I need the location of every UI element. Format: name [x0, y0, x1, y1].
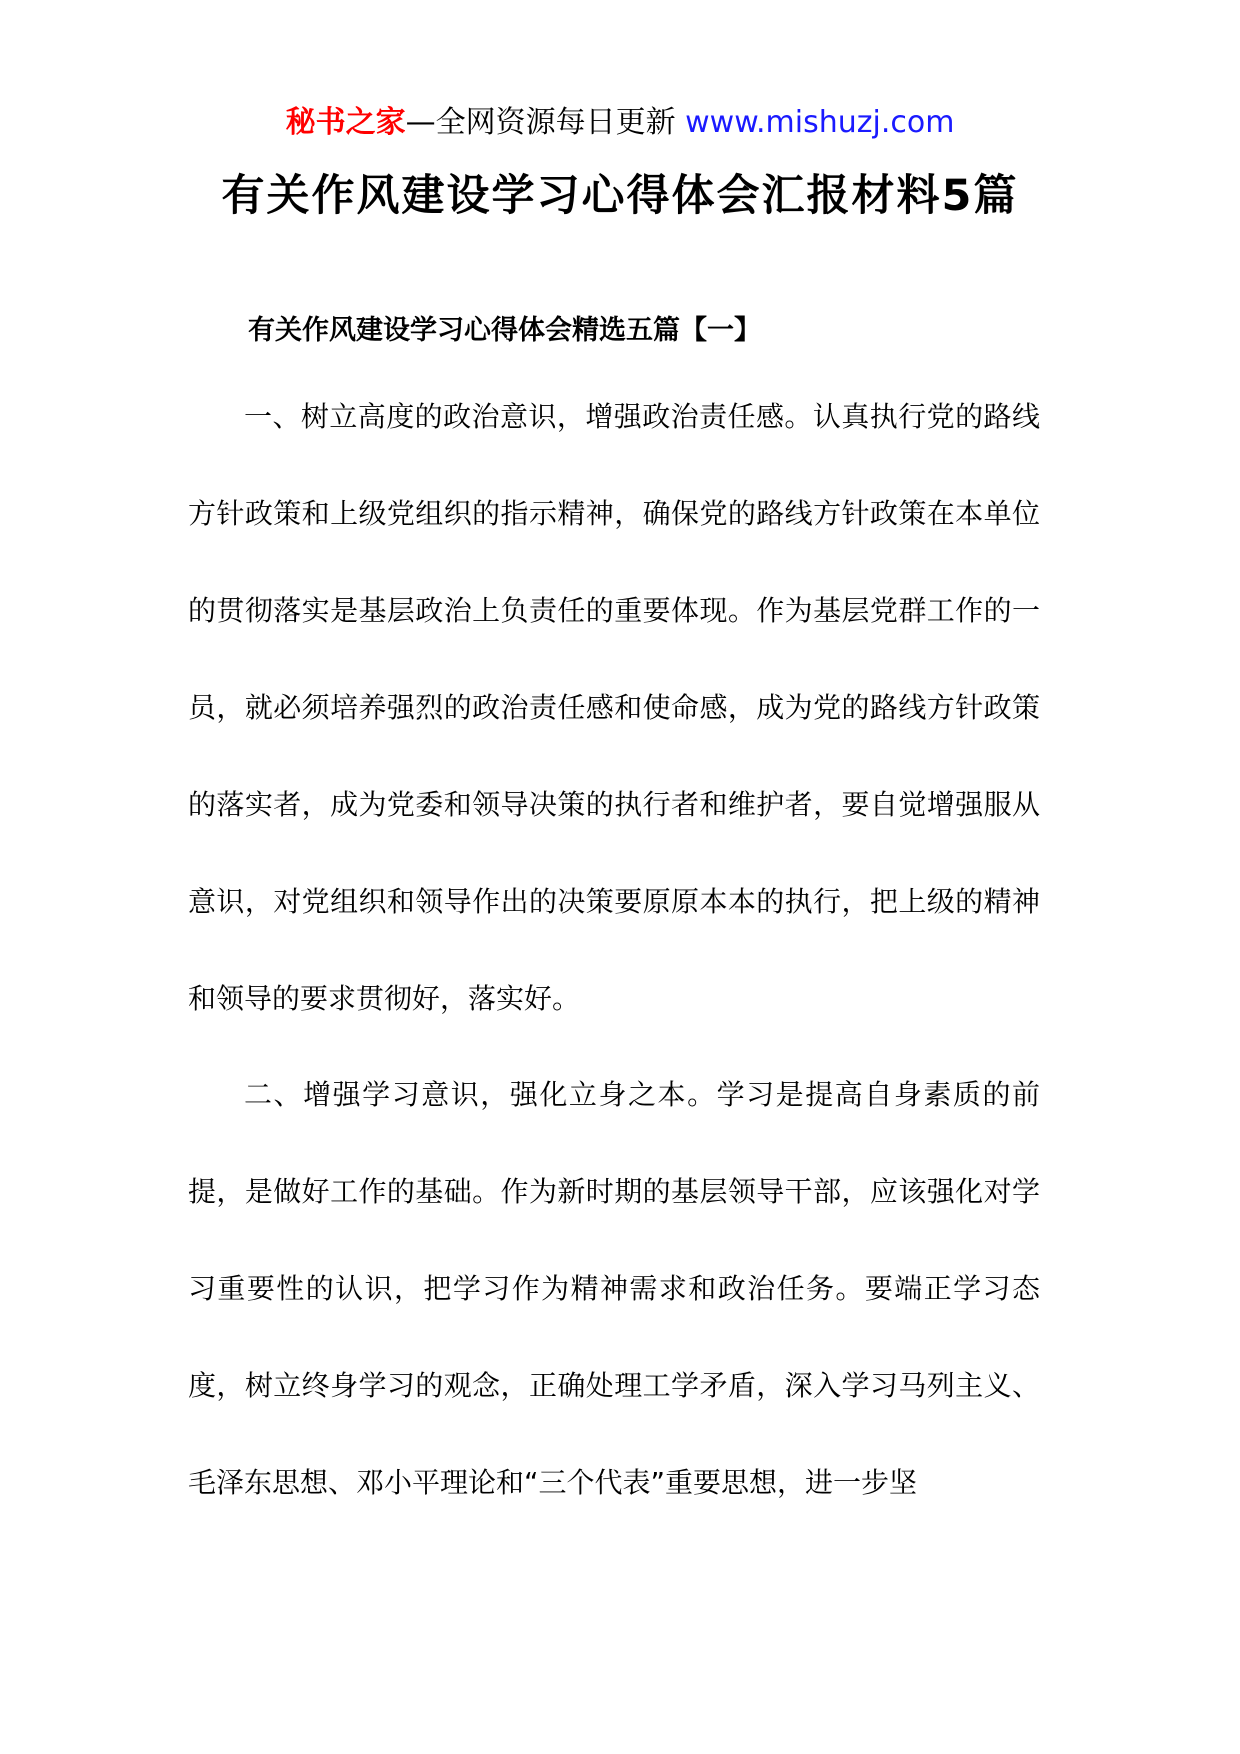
body-paragraph-1: 一、树立高度的政治意识，增强政治责任感。认真执行党的路线方针政策和上级党组织的指示精神，确保党的路线方针政策在本单位的贯彻落实是基层政治上负责任的重要体现。作为基层党群工作的一员，就必须培养强烈的政治责任感和使命感，成为党的路线方针政策的落实者，成为党委和领导决策的执行者和维护者，要自觉增强服从意识，对党组织和领导作出的决策要原原本本的执行，把上级的精神和领导的要求贯彻好，落实好。	[188, 400, 1040, 1015]
site-url-link[interactable]: www.mishuzj.com	[685, 105, 955, 140]
site-tagline: —全网资源每日更新	[405, 105, 676, 140]
body-paragraph-2: 二、增强学习意识，强化立身之本。学习是提高自身素质的前提，是做好工作的基础。作为新时期的基层领导干部，应该强化对学习重要性的认识，把学习作为精神需求和政治任务。要端正学习态度，树立终身学习的观念，正确处理工学矛盾，深入学习马列主义、毛泽东思想、邓小平理论和“三个代表”重要思想，进一步坚	[188, 1078, 1040, 1499]
site-brand: 秘书之家	[285, 105, 406, 140]
document-title: 有关作风建设学习心得体会汇报材料5篇	[221, 171, 1019, 221]
section-heading: 有关作风建设学习心得体会精选五篇【一】	[248, 315, 761, 346]
site-header	[0, 102, 1240, 144]
